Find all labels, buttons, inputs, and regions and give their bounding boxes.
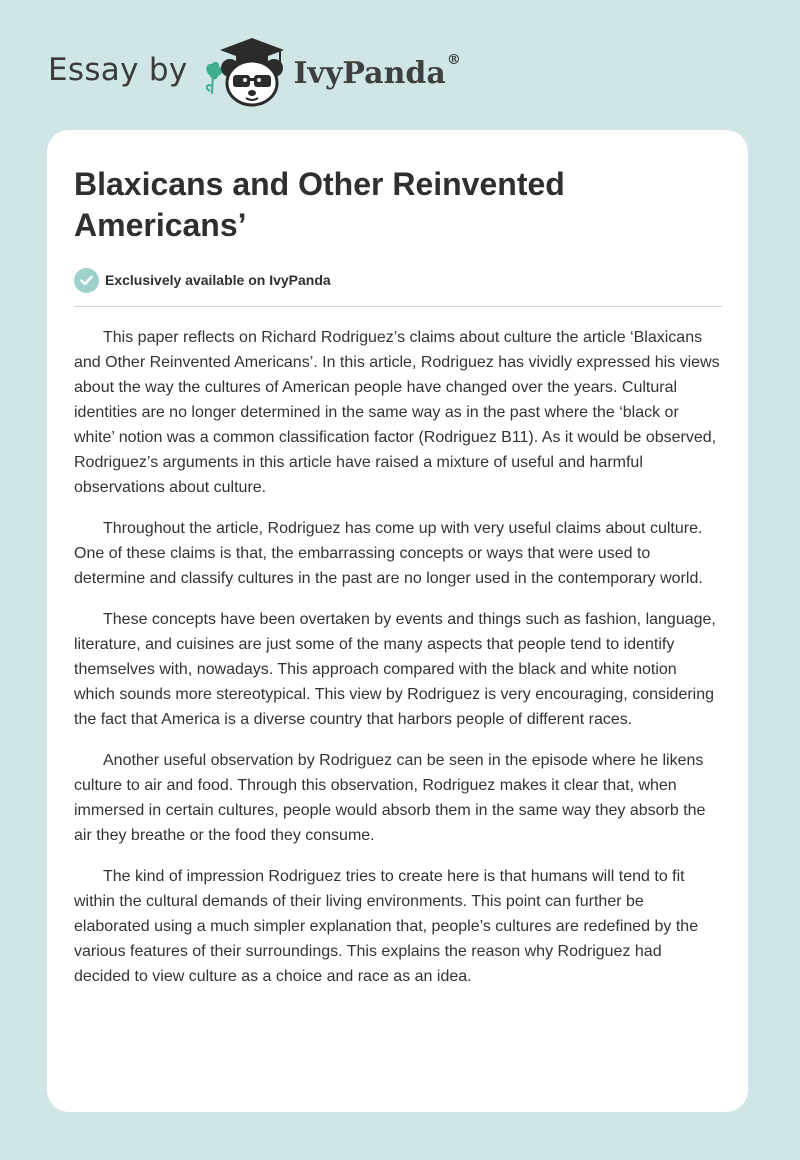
brand-header[interactable]	[48, 36, 461, 108]
brand-prefix: Essay by	[48, 52, 188, 88]
essay-title: Blaxicans and Other Reinvented Americans’	[74, 166, 565, 243]
brand-name: IvyPanda®	[293, 51, 461, 91]
essay-paragraph: Another useful observation by Rodriguez can be seen in the episode where he likens culture to air and food. Through this observation, Rodriguez makes it clear that, when immersed in certain cultures, people would absorb them in the same way they absorb the air they breathe or the food they consume.	[74, 752, 706, 844]
essay-paragraph: This paper reflects on Richard Rodriguez’s claims about culture the article ‘Blaxicans and Other Reinvented Americans’. In this article, Rodriguez has vividly expressed his views about the way the cultures of American people have changed over the years. Cultural identities are no longer determined in the same way as in the past where the ‘black or white’ notion was a common classification factor (Rodriguez B11). As it would be observed, Rodriguez’s arguments in this article have raised a mixture of useful and harmful observations about culture.	[74, 329, 720, 496]
essay-paragraph: These concepts have been overtaken by events and things such as fashion, language, literature, and cuisines are just some of the many aspects that people tend to identify themselves with, nowadays. This approach compared with the black and white notion which sounds more stereotypical. This view by Rodriguez is very encouraging, considering the fact that America is a diverse country that harbors people of different races.	[74, 611, 716, 728]
essay-paragraph: Throughout the article, Rodriguez has come up with very useful claims about culture. One of these claims is that, the embarrassing concepts or ways that were used to determine and classify cultures in the past are no longer used in the contemporary world.	[74, 520, 703, 587]
ivy-leaf-icon	[206, 62, 222, 94]
essay-paragraph: The kind of impression Rodriguez tries to create here is that humans will tend to fit within the cultural demands of their living environments. This point can further be elaborated using a much simpler explanation that, people’s cultures are redefined by the various features of their surroundings. This explains the reason why Rodriguez had decided to view culture as a choice and race as an idea.	[74, 868, 699, 985]
essay-card	[47, 130, 748, 1112]
title-divider	[74, 306, 722, 307]
check-circle-icon	[74, 268, 99, 293]
registered-mark: ®	[446, 51, 461, 68]
exclusive-badge	[74, 266, 722, 294]
exclusive-badge-label: Exclusively available on IvyPanda	[105, 272, 331, 288]
panda-graduate-logo-icon	[200, 36, 292, 108]
essay-body	[74, 325, 722, 989]
